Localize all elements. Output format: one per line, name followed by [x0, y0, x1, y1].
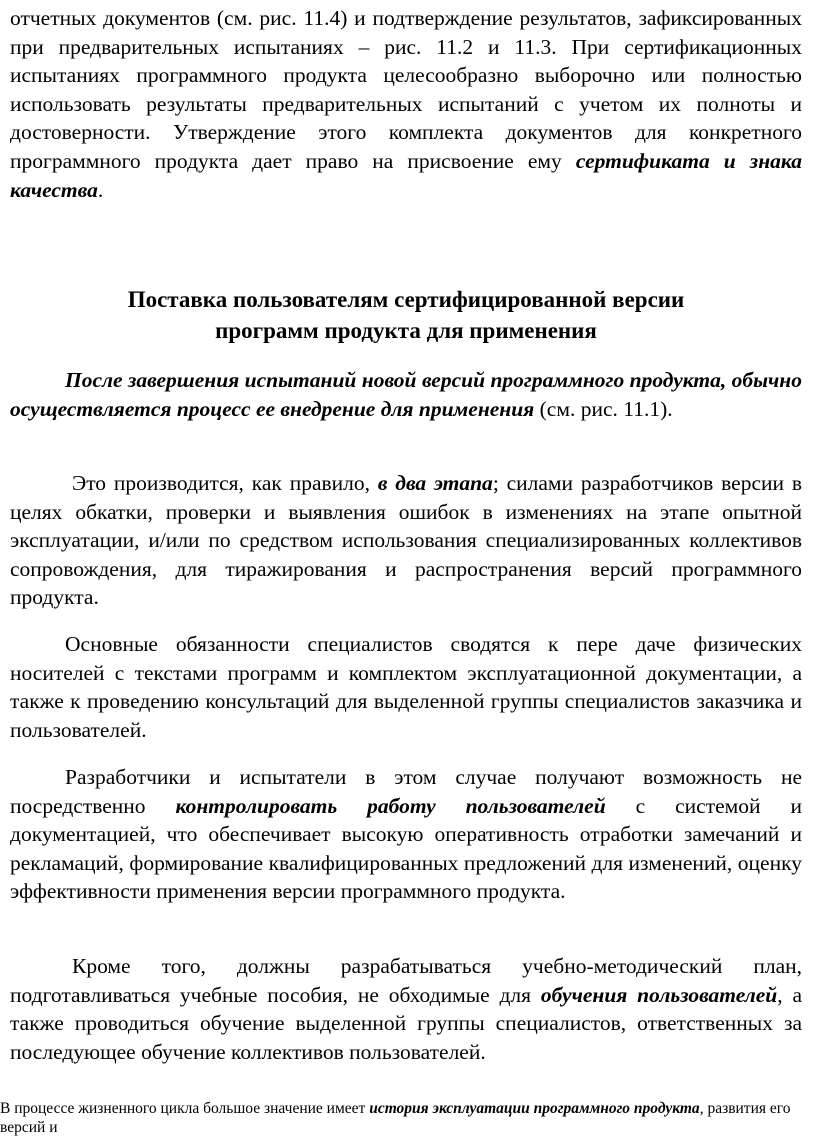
paragraph-two-stages — [10, 469, 802, 612]
paragraph-text: Основные обязанности специалистов сводятся к пере даче физических носителей с текстами программ и комплектом эксплуатационной документации, а также к проведению консультаций для выделенной группы специалистов заказчика и пользователей. — [10, 632, 802, 742]
emphasis-control-work: контролировать работу пользователей — [175, 793, 606, 818]
paragraph-duties — [10, 630, 802, 744]
footer-start: В процессе жизненного цикла большое значение имеет — [0, 1100, 370, 1117]
paragraph-certification — [10, 4, 802, 204]
emphasis-two-stages: в два этапа — [377, 471, 493, 495]
paragraph-end: . — [97, 177, 104, 202]
paragraph-start: Кроме того, должны разрабатываться учебно-методический план, подготавливаться учебные пособия, не обходимые для — [10, 954, 802, 1007]
paragraph-end: (см. рис. 11.1). — [534, 396, 673, 421]
heading-line-2: программ продукта для применения — [215, 318, 597, 343]
heading-line-1: Поставка пользователям сертифицированной версии — [127, 287, 685, 312]
emphasis-certificate: сертификата и знака качества — [10, 148, 802, 202]
section-heading — [10, 284, 802, 346]
paragraph-end: ; силами разработчиков версии в целях обкатки, проверки и выявления ошибок в изменениях на этапе опытной эксплуатации, и/или по средством использования специализированных коллективов сопровождения, для тиражирования и распространения версий программного продукта. — [10, 471, 803, 610]
emphasis-user-training: обучения пользователей — [540, 982, 778, 1007]
footer-end: , развития его версий и — [0, 1100, 791, 1136]
paragraph-text: отчетных документов (см. рис. 11.4) и подтверждение результатов, зафиксированных при предварительных испытаниях – рис. 11.2 и 11.3. При сертификационных испытаниях программного продукта целесообразно выборочно или полностью использовать результаты предварительных испытаний с учетом их полноты и достоверности. Утверждение этого комплекта документов для конкретного программного продукта дает право на присвоение ему — [10, 6, 802, 173]
paragraph-start: Разработчики и испытатели в этом случае получают возможность не посредственно — [10, 765, 802, 818]
paragraph-end: с системой и документацией, что обеспечивает высокую оперативность отработки замечаний и рекламаций, формирование квалифицированных предложений для изменений, оценку эффективности применения версии программного продукта. — [10, 793, 802, 904]
footer-note — [0, 1099, 800, 1137]
emphasis-operation-history: история эксплуатации программного продукта — [369, 1100, 700, 1117]
paragraph-start: Это производится, как правило, — [72, 471, 378, 495]
paragraph-deployment — [10, 366, 802, 423]
paragraph-developers — [10, 763, 802, 906]
paragraph-training — [10, 952, 802, 1066]
emphasis-after-testing: После завершения испытаний новой версий программного продукта, обычно осуществляется процесс ее внедрение для применения — [10, 368, 802, 421]
paragraph-end: , а также проводиться обучение выделенной группы специалистов, ответственных за последующее обучение коллективов пользователей. — [10, 982, 802, 1064]
